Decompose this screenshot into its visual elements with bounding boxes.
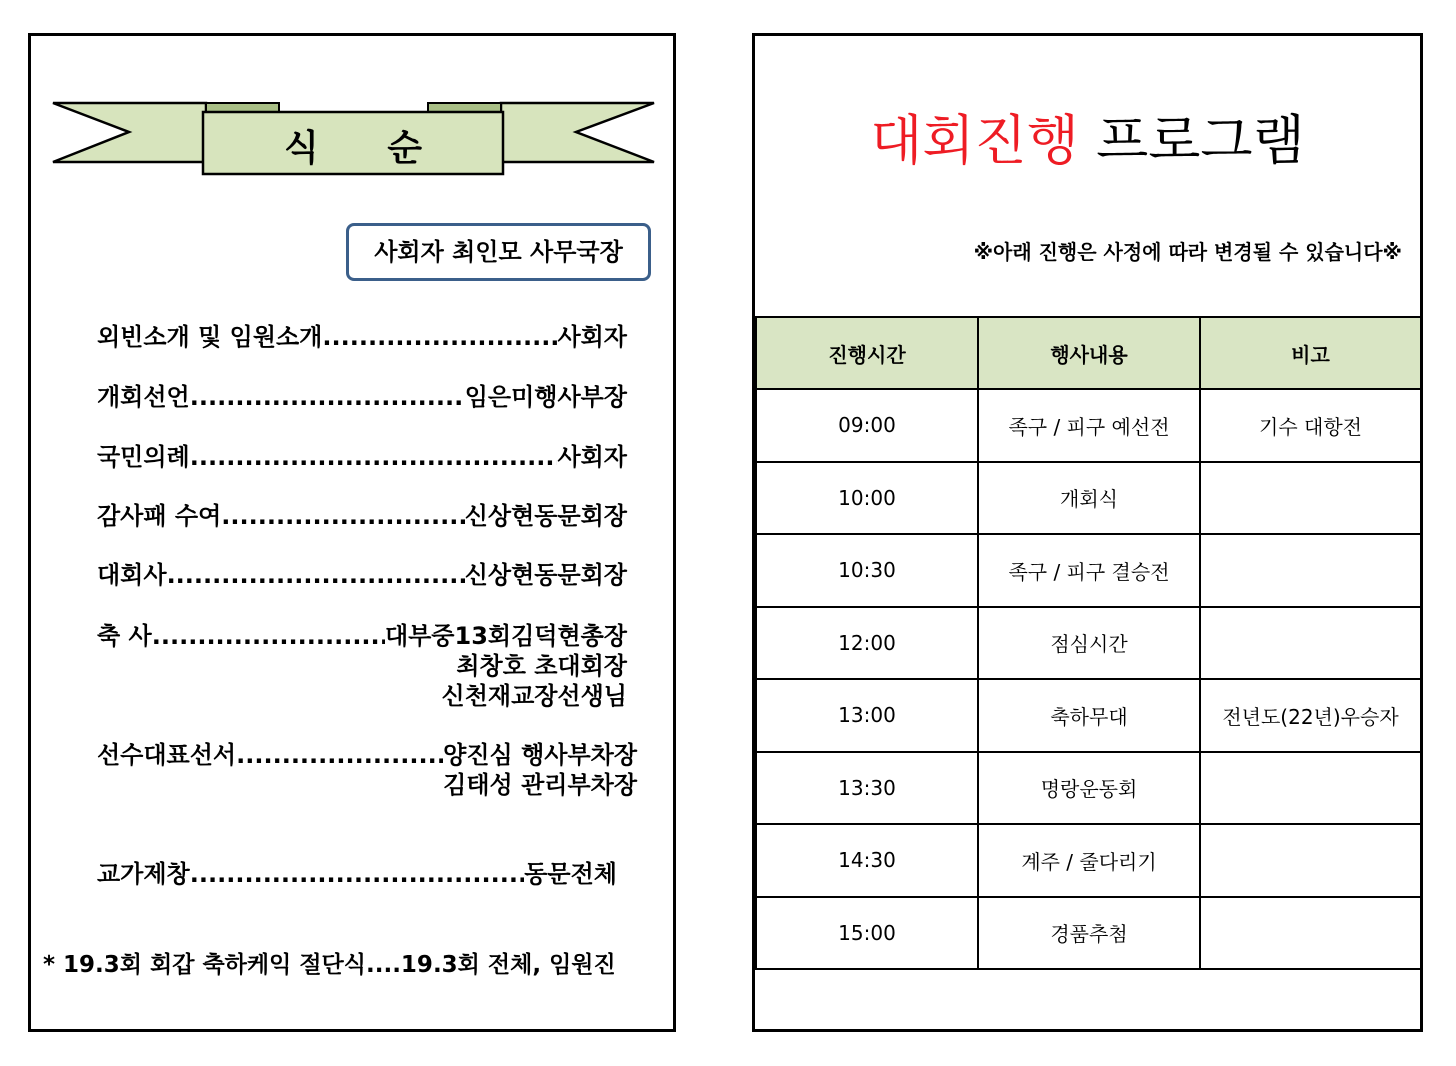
item-label: 감사패 수여 bbox=[97, 502, 222, 530]
congrats-extra-1: 최창호 초대회장 bbox=[456, 652, 627, 680]
program-item bbox=[97, 440, 627, 474]
leader-dots bbox=[190, 380, 465, 414]
leader-dots bbox=[221, 499, 464, 533]
table-row bbox=[756, 824, 1421, 897]
item-value: 임은미행사부장 bbox=[464, 383, 627, 411]
item-label: 선수대표선서 bbox=[97, 741, 237, 769]
leader-dots bbox=[322, 320, 557, 354]
table-row bbox=[756, 752, 1421, 825]
leader-dots bbox=[190, 440, 558, 474]
program-item bbox=[97, 320, 627, 354]
table-row bbox=[756, 679, 1421, 752]
header-event: 행사내용 bbox=[978, 317, 1200, 389]
item-value: 동문전체 bbox=[524, 860, 617, 888]
cell-time: 09:00 bbox=[756, 389, 978, 462]
cell-event: 개회식 bbox=[978, 462, 1200, 535]
title-red: 대회진행 bbox=[870, 109, 1079, 172]
program-item bbox=[97, 738, 637, 772]
cell-event: 족구 / 피구 결승전 bbox=[978, 534, 1200, 607]
item-label: 축 사 bbox=[97, 622, 152, 650]
cell-note bbox=[1200, 897, 1421, 970]
title-black: 프로그램 bbox=[1096, 109, 1305, 172]
cell-event: 족구 / 피구 예선전 bbox=[978, 389, 1200, 462]
schedule-panel bbox=[752, 33, 1423, 1032]
header-time: 진행시간 bbox=[756, 317, 978, 389]
program-item bbox=[97, 857, 617, 891]
cell-note bbox=[1200, 824, 1421, 897]
cell-event: 명랑운동회 bbox=[978, 752, 1200, 825]
item-value: 대부중13회김덕현총장 bbox=[384, 622, 627, 650]
change-notice: ※아래 진행은 사정에 따라 변경될 수 있습니다※ bbox=[973, 240, 1402, 264]
cell-time: 12:00 bbox=[756, 607, 978, 680]
item-label: 국민의례 bbox=[97, 443, 190, 471]
cell-note bbox=[1200, 752, 1421, 825]
item-label: 외빈소개 및 임원소개 bbox=[97, 323, 323, 351]
item-label: 개회선언 bbox=[97, 383, 190, 411]
header-note: 비고 bbox=[1200, 317, 1421, 389]
table-row bbox=[756, 897, 1421, 970]
item-label: 교가제창 bbox=[97, 860, 190, 888]
cake-note: * 19.3회 회갑 축하케익 절단식....19.3회 전체, 임원진 bbox=[43, 952, 616, 978]
cell-event: 계주 / 줄다리기 bbox=[978, 824, 1200, 897]
congrats-extra-2: 신천재교장선생님 bbox=[441, 682, 627, 710]
table-row bbox=[756, 462, 1421, 535]
cell-time: 10:30 bbox=[756, 534, 978, 607]
cell-note bbox=[1200, 534, 1421, 607]
cell-time: 14:30 bbox=[756, 824, 978, 897]
cell-time: 15:00 bbox=[756, 897, 978, 970]
leader-dots bbox=[236, 738, 443, 772]
program-item bbox=[97, 619, 627, 653]
leader-dots bbox=[190, 857, 525, 891]
cell-event: 경품추첨 bbox=[978, 897, 1200, 970]
cell-time: 10:00 bbox=[756, 462, 978, 535]
program-item bbox=[97, 499, 627, 533]
cell-event: 점심시간 bbox=[978, 607, 1200, 680]
item-label: 대회사 bbox=[97, 561, 167, 589]
cell-time: 13:00 bbox=[756, 679, 978, 752]
cell-event: 축하무대 bbox=[978, 679, 1200, 752]
table-row bbox=[756, 607, 1421, 680]
cell-note bbox=[1200, 607, 1421, 680]
leader-dots bbox=[167, 558, 465, 592]
order-of-ceremony-panel bbox=[28, 33, 676, 1032]
cell-note bbox=[1200, 462, 1421, 535]
cell-note: 기수 대항전 bbox=[1200, 389, 1421, 462]
table-row bbox=[756, 534, 1421, 607]
cell-note: 전년도(22년)우승자 bbox=[1200, 679, 1421, 752]
cell-time: 13:30 bbox=[756, 752, 978, 825]
program-item bbox=[97, 380, 627, 414]
mc-box: 사회자 최인모 사무국장 bbox=[346, 223, 651, 281]
leader-dots bbox=[152, 619, 385, 653]
program-item bbox=[97, 558, 627, 592]
item-value: 신상현동문회장 bbox=[464, 502, 627, 530]
program-title bbox=[755, 106, 1420, 176]
item-value: 신상현동문회장 bbox=[464, 561, 627, 589]
schedule-table bbox=[755, 316, 1422, 970]
table-row bbox=[756, 389, 1421, 462]
item-value: 양진심 행사부차장 bbox=[443, 741, 637, 769]
oath-extra: 김태성 관리부차장 bbox=[443, 771, 637, 799]
item-value: 사회자 bbox=[557, 443, 627, 471]
item-value: 사회자 bbox=[557, 323, 627, 351]
ribbon-title: 식 순 bbox=[283, 128, 451, 169]
header-row bbox=[756, 317, 1421, 389]
